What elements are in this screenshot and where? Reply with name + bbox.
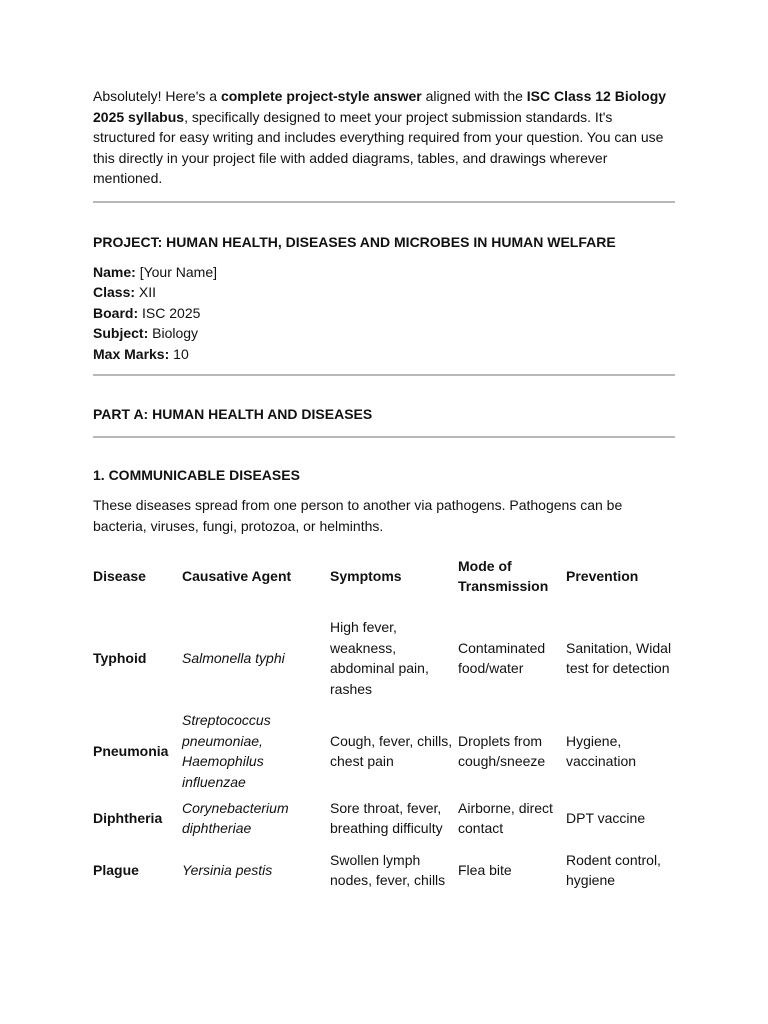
meta-class-value: XII <box>138 284 157 300</box>
project-title: PROJECT: HUMAN HEALTH, DISEASES AND MICROBES IN HUMAN WELFARE <box>93 233 616 250</box>
meta-max-marks-key: Max Marks: <box>93 345 170 362</box>
cell-symptoms: Swollen lymph nodes, fever, chills <box>330 851 446 888</box>
cell-symptoms: High fever, weakness, abdominal pain, rashes <box>330 619 429 697</box>
meta-class <box>93 282 675 303</box>
meta-class-key: Class: <box>93 284 136 300</box>
meta-subject-value: Biology <box>152 325 199 341</box>
intro-bold-2: ISC Class 12 Biology 2025 syllabus <box>93 88 667 125</box>
header-mode-of-transmission: Mode of Transmission <box>458 557 549 594</box>
cell-causative-agent: Yersinia pestis <box>182 861 273 878</box>
cell-disease: Plague <box>93 861 139 878</box>
cell-symptoms: Sore throat, fever, breathing difficulty <box>330 799 443 836</box>
intro-text-1: Absolutely! Here's a <box>93 88 221 104</box>
table-header-row <box>93 546 675 606</box>
intro-text-3: , specifically designed to meet your project submission standards. It's structured for easy writing and includes everything required from your question. You can use this directly in your project file with added diagrams, tables, and drawings wherever mentioned. <box>93 108 664 186</box>
cell-mode-of-transmission: Airborne, direct contact <box>458 799 553 836</box>
divider-2 <box>93 374 675 376</box>
intro-text-2: aligned with the <box>421 88 527 104</box>
cell-prevention: Rodent control, hygiene <box>566 851 661 888</box>
meta-board-value: ISC 2025 <box>142 304 201 321</box>
header-disease: Disease <box>93 567 146 584</box>
cell-symptoms: Cough, fever, chills, chest pain <box>330 732 453 769</box>
cell-prevention: DPT vaccine <box>566 809 646 826</box>
divider-1 <box>93 201 675 203</box>
header-prevention: Prevention <box>566 567 639 584</box>
cell-disease: Diphtheria <box>93 809 163 826</box>
divider-3 <box>93 436 675 438</box>
cell-mode-of-transmission: Contaminated food/water <box>458 639 546 676</box>
header-symptoms: Symptoms <box>330 567 402 584</box>
cell-disease: Typhoid <box>93 649 147 666</box>
cell-causative-agent: Corynebacterium diphtheriae <box>182 799 289 836</box>
section-1-title: 1. COMMUNICABLE DISEASES <box>93 467 300 483</box>
header-causative-agent: Causative Agent <box>182 567 292 584</box>
cell-mode-of-transmission: Droplets from cough/sneeze <box>458 732 546 769</box>
table-row <box>93 844 675 896</box>
table-row <box>93 710 675 792</box>
table-row <box>93 792 675 844</box>
meta-max-marks-value: 10 <box>173 345 189 362</box>
meta-subject-key: Subject: <box>93 325 149 341</box>
meta-name-key: Name: <box>93 263 136 280</box>
cell-prevention: Hygiene, vaccination <box>566 732 637 769</box>
part-a-title: PART A: HUMAN HEALTH AND DISEASES <box>93 406 373 422</box>
intro-paragraph <box>93 86 675 189</box>
cell-causative-agent: Salmonella typhi <box>182 649 285 666</box>
meta-board <box>93 303 675 324</box>
project-meta <box>93 262 675 365</box>
table-row <box>93 606 675 710</box>
intro-bold-1: complete project-style answer <box>220 88 422 104</box>
cell-prevention: Sanitation, Widal test for detection <box>566 639 672 676</box>
cell-causative-agent: Streptococcus pneumoniae, Haemophilus influenzae <box>182 712 271 790</box>
document-content <box>93 86 675 896</box>
meta-name-value: [Your Name] <box>139 263 217 280</box>
cell-mode-of-transmission: Flea bite <box>458 861 512 878</box>
section-1-description: These diseases spread from one person to another via pathogens. Pathogens can be bacteria, viruses, fungi, protozoa, or helminths. <box>93 497 623 534</box>
meta-subject <box>93 323 675 344</box>
meta-name <box>93 262 675 283</box>
cell-disease: Pneumonia <box>93 742 169 759</box>
meta-board-key: Board: <box>93 304 139 321</box>
diseases-table <box>93 546 675 896</box>
meta-max-marks <box>93 344 675 365</box>
